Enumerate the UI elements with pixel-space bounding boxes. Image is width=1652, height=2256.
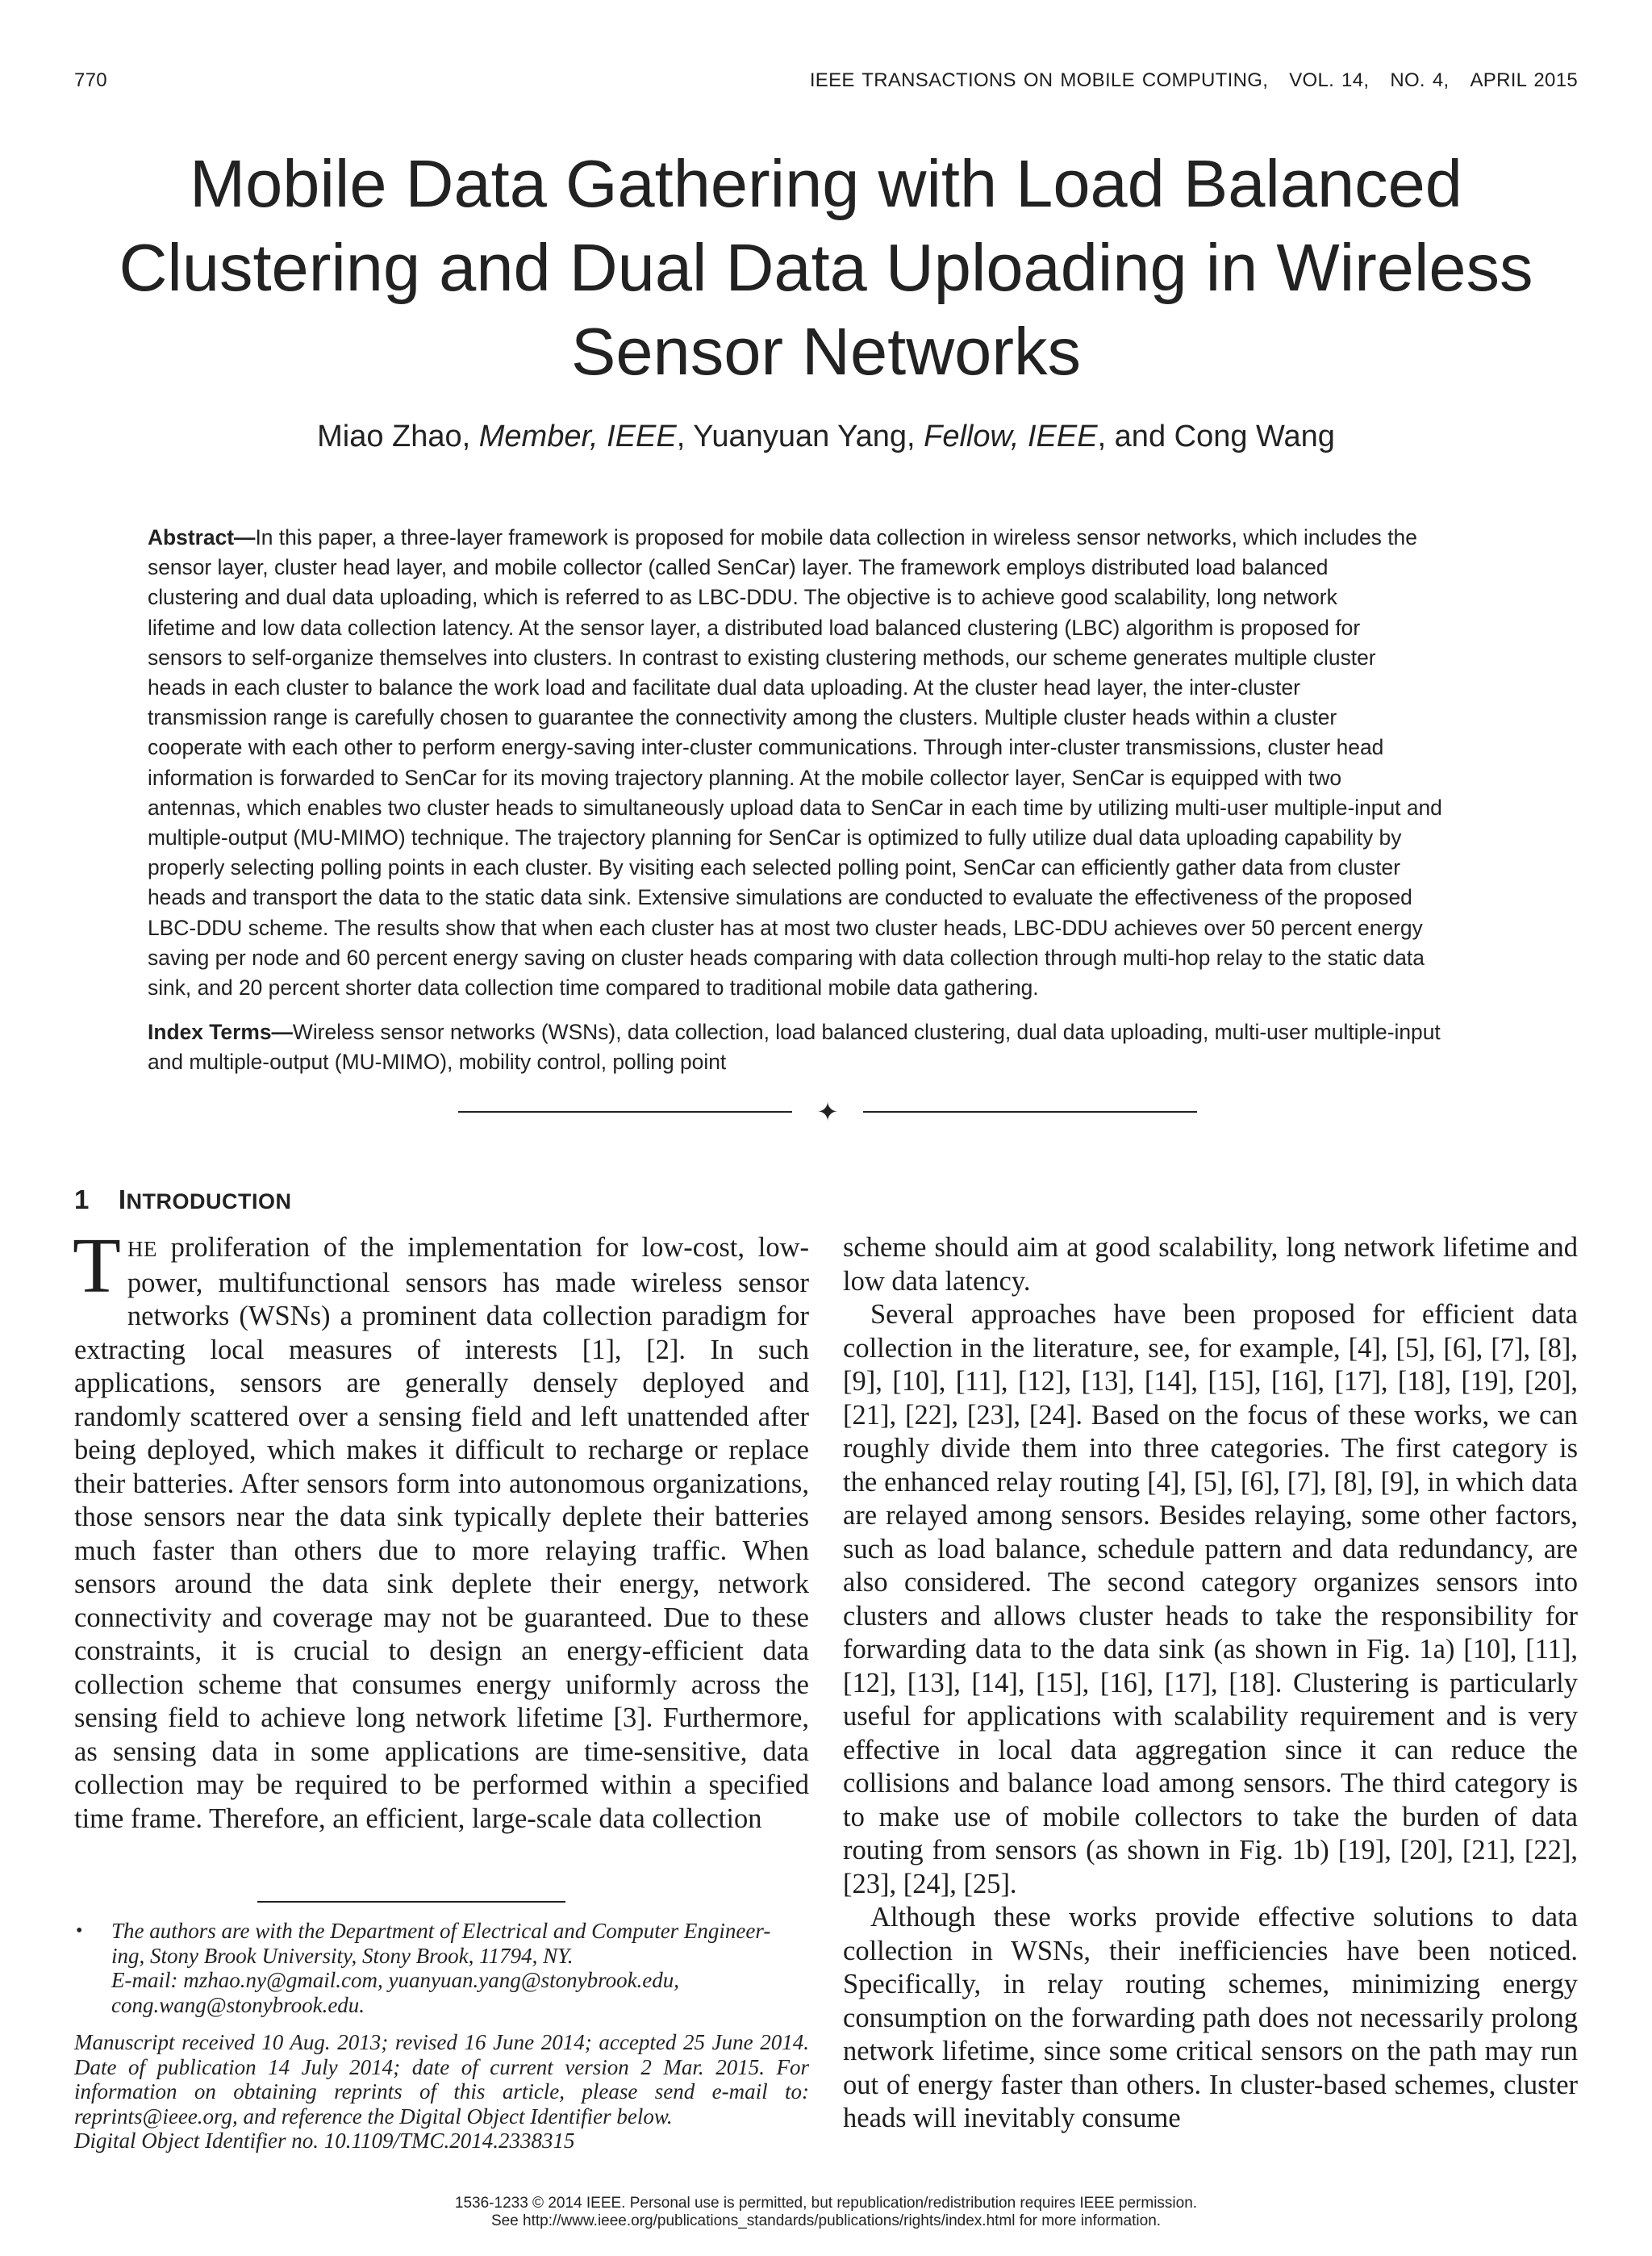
abstract-line: sensor layer, cluster head layer, and mobile collector (called SenCar) layer. The framework employs distributed load balanced	[148, 555, 1329, 580]
author-1-affiliation: Member, IEEE	[478, 420, 677, 453]
journal-date: APRIL 2015	[1470, 69, 1578, 91]
bullet-icon: •	[76, 1920, 83, 1941]
left-column	[73, 1222, 809, 1836]
journal-issue: NO. 4,	[1390, 69, 1450, 91]
abstract-line: In this paper, a three-layer framework is proposed for mobile data collection in wireless sensor networks, which includes the	[255, 525, 1417, 549]
doi-note: Digital Object Identifier no. 10.1109/TMC.2014.2338315	[74, 2129, 575, 2153]
author-affiliation-note	[74, 1919, 809, 2017]
abstract-line: information is forwarded to SenCar for its moving trajectory planning. At the mobile collector layer, SenCar is equipped with two	[148, 765, 1342, 790]
drop-cap-smallcaps: HE	[127, 1237, 157, 1261]
index-terms	[148, 1017, 1571, 1077]
abstract-line: heads and transport the data to the static data sink. Extensive simulations are conducted to evaluate the effectiveness of the proposed	[148, 885, 1412, 910]
author-1: Miao Zhao,	[317, 420, 479, 453]
abstract-line: heads in each cluster to balance the work load and facilitate dual data uploading. At the cluster head layer, the inter-cluster	[148, 675, 1300, 700]
index-terms-line-1: Wireless sensor networks (WSNs), data collection, load balanced clustering, dual data uploading, multi-user multiple-input	[292, 1020, 1441, 1044]
abstract-line: antennas, which enables two cluster heads to simultaneously upload data to SenCar in each time by utilizing multi-user multiple-input and	[148, 795, 1442, 820]
footnote-rule	[257, 1901, 565, 1903]
running-head	[74, 69, 1578, 98]
abstract-line: sensors to self-organize themselves into clusters. In contrast to existing clustering methods, our scheme generates multiple cluster	[148, 645, 1376, 670]
section-title-initial: I	[118, 1184, 127, 1214]
abstract-line: properly selecting polling points in each cluster. By visiting each selected polling point, SenCar can efficiently gather data from cluster	[148, 855, 1401, 880]
journal-header	[810, 69, 1578, 92]
author-list	[81, 420, 1571, 454]
right-column	[843, 1231, 1578, 2136]
section-title-rest: NTRODUCTION	[126, 1189, 292, 1214]
abstract-line: multiple-output (MU-MIMO) technique. The trajectory planning for SenCar is optimized to fully utilize dual data uploading capability by	[148, 825, 1402, 850]
abstract-line: cooperate with each other to perform energy-saving inter-cluster communications. Through inter-cluster transmissions, cluster head	[148, 735, 1384, 760]
intro-paragraph-3: Although these works provide effective solutions to data collection in WSNs, their inefficiencies have been noticed. Specifically, in relay routing schemes, minimizing energy consumption on the forwarding path does not necessarily prolong network lifetime, since some critical sensors on the path may run out of energy faster than others. In cluster-based schemes, cluster heads will inevitably consume	[843, 1902, 1578, 2133]
title-line-1: Mobile Data Gathering with Load Balanced	[190, 146, 1462, 221]
index-terms-label: Index Terms—	[148, 1020, 293, 1044]
section-separator	[458, 1097, 1197, 1126]
separator-line-left	[458, 1111, 792, 1113]
intro-paragraph-1	[73, 1222, 809, 1836]
intro-paragraph-1-text: proliferation of the implementation for low-cost, low-power, multifunctional sensors has made wireless sensor networks (WSNs) a prominent data collection paradigm for extracting local measures of interests [1], [2]. In such applications, sensors are generally densely deployed and randomly scattered over a sensing field and left unattended after being deployed, which makes it difficult to recharge or replace their batteries. After sensors form into autonomous organizations, those sensors near the data sink typically deplete their batteries much faster than others due to more relaying traffic. When sensors around the data sink deplete their energy, network connectivity and coverage may not be guaranteed. Due to these constraints, it is crucial to design an energy-efficient data collection scheme that consumes energy uniformly across the sensing field to achieve long network lifetime [3]. Furthermore, as sensing data in some applications are time-sensitive, data collection may be required to be performed within a specified time frame. Therefore, an efficient, large-scale data collection	[74, 1232, 809, 1834]
section-number: 1	[74, 1184, 90, 1214]
abstract-line: lifetime and low data collection latency. At the sensor layer, a distributed load balanced clustering (LBC) algorithm is proposed for	[148, 615, 1361, 640]
affiliation-line: The authors are with the Department of Electrical and Computer Engineer-	[111, 1919, 771, 1943]
abstract-line: sink, and 20 percent shorter data collection time compared to traditional mobile data gathering.	[148, 976, 1039, 1001]
copyright-line: 1536-1233 © 2014 IEEE. Personal use is permitted, but republication/redistribution requires IEEE permission.	[454, 2195, 1198, 2212]
journal-volume: VOL. 14,	[1289, 69, 1370, 91]
journal-name: IEEE TRANSACTIONS ON MOBILE COMPUTING,	[809, 69, 1269, 91]
abstract-line: saving per node and 60 percent energy saving on cluster heads comparing with data collection through multi-hop relay to the static data	[148, 945, 1425, 970]
title-line-2: Clustering and Dual Data Uploading in Wireless	[119, 230, 1533, 305]
author-3: , and Cong Wang	[1097, 420, 1335, 453]
author-2-affiliation: Fellow, IEEE	[924, 420, 1098, 453]
affiliation-line: E-mail: mzhao.ny@gmail.com, yuanyuan.yang@stonybrook.edu,	[111, 1968, 680, 1992]
rights-link-line: See http://www.ieee.org/publications_standards/publications/rights/index.html for more information.	[490, 2212, 1162, 2229]
title-line-3: Sensor Networks	[571, 314, 1081, 389]
page-number: 770	[74, 69, 107, 91]
drop-cap: T	[73, 1222, 121, 1310]
index-terms-line-2: and multiple-output (MU-MIMO), mobility control, polling point	[148, 1050, 727, 1075]
abstract-line: transmission range is carefully chosen to guarantee the connectivity among the clusters. Multiple cluster heads within a cluster	[148, 705, 1337, 730]
abstract-label: Abstract—	[148, 525, 256, 549]
footnotes	[74, 1919, 809, 2154]
paper-title	[81, 142, 1571, 394]
abstract-line: clustering and dual data uploading, which is referred to as LBC-DDU. The objective is to achieve good scalability, long network	[148, 585, 1337, 610]
intro-paragraph-1-continued: scheme should aim at good scalability, long network lifetime and low data latency.	[843, 1232, 1578, 1297]
affiliation-line: ing, Stony Brook University, Stony Brook, 11794, NY.	[111, 1943, 574, 1968]
separator-line-right	[863, 1111, 1197, 1113]
affiliation-line: cong.wang@stonybrook.edu.	[111, 1992, 365, 2017]
manuscript-history: Manuscript received 10 Aug. 2013; revised 16 June 2014; accepted 25 June 2014. Date of publication 14 July 2014; date of current version 2 Mar. 2015. For information on obtaining reprints of this article, please send e-mail to: reprints@ieee.org, and reference the Digital Object Identifier below.	[74, 2030, 809, 2129]
separator-diamond-icon: ✦	[816, 1097, 839, 1126]
copyright-footer	[0, 2195, 1652, 2230]
section-heading-introduction	[74, 1184, 292, 1215]
abstract-line: LBC-DDU scheme. The results show that when each cluster has at most two cluster heads, LBC-DDU achieves over 50 percent energy	[148, 915, 1423, 940]
author-2: , Yuanyuan Yang,	[676, 420, 924, 453]
intro-paragraph-2: Several approaches have been proposed for efficient data collection in the literature, see, for example, [4], [5], [6], [7], [8], [9], [10], [11], [12], [13], [14], [15], [16], [17], [18], [19], [20], [21], [22], [23], [24]. Based on the focus of these works, we can roughly divide them into three categories. The first category is the enhanced relay routing [4], [5], [6], [7], [8], [9], in which data are relayed among sensors. Besides relaying, some other factors, such as load balance, schedule pattern and data redundancy, are also considered. The second category organizes sensors into clusters and allows cluster heads to take the responsibility for forwarding data to the data sink (as shown in Fig. 1a) [10], [11], [12], [13], [14], [15], [16], [17], [18]. Clustering is particularly useful for applications with scalability requirement and is very effective in local data aggregation since it can reduce the collisions and balance load among sensors. The third category is to make use of mobile collectors to take the burden of data routing from sensors (as shown in Fig. 1b) [19], [20], [21], [22], [23], [24], [25].	[843, 1299, 1578, 1899]
abstract	[148, 523, 1571, 1003]
